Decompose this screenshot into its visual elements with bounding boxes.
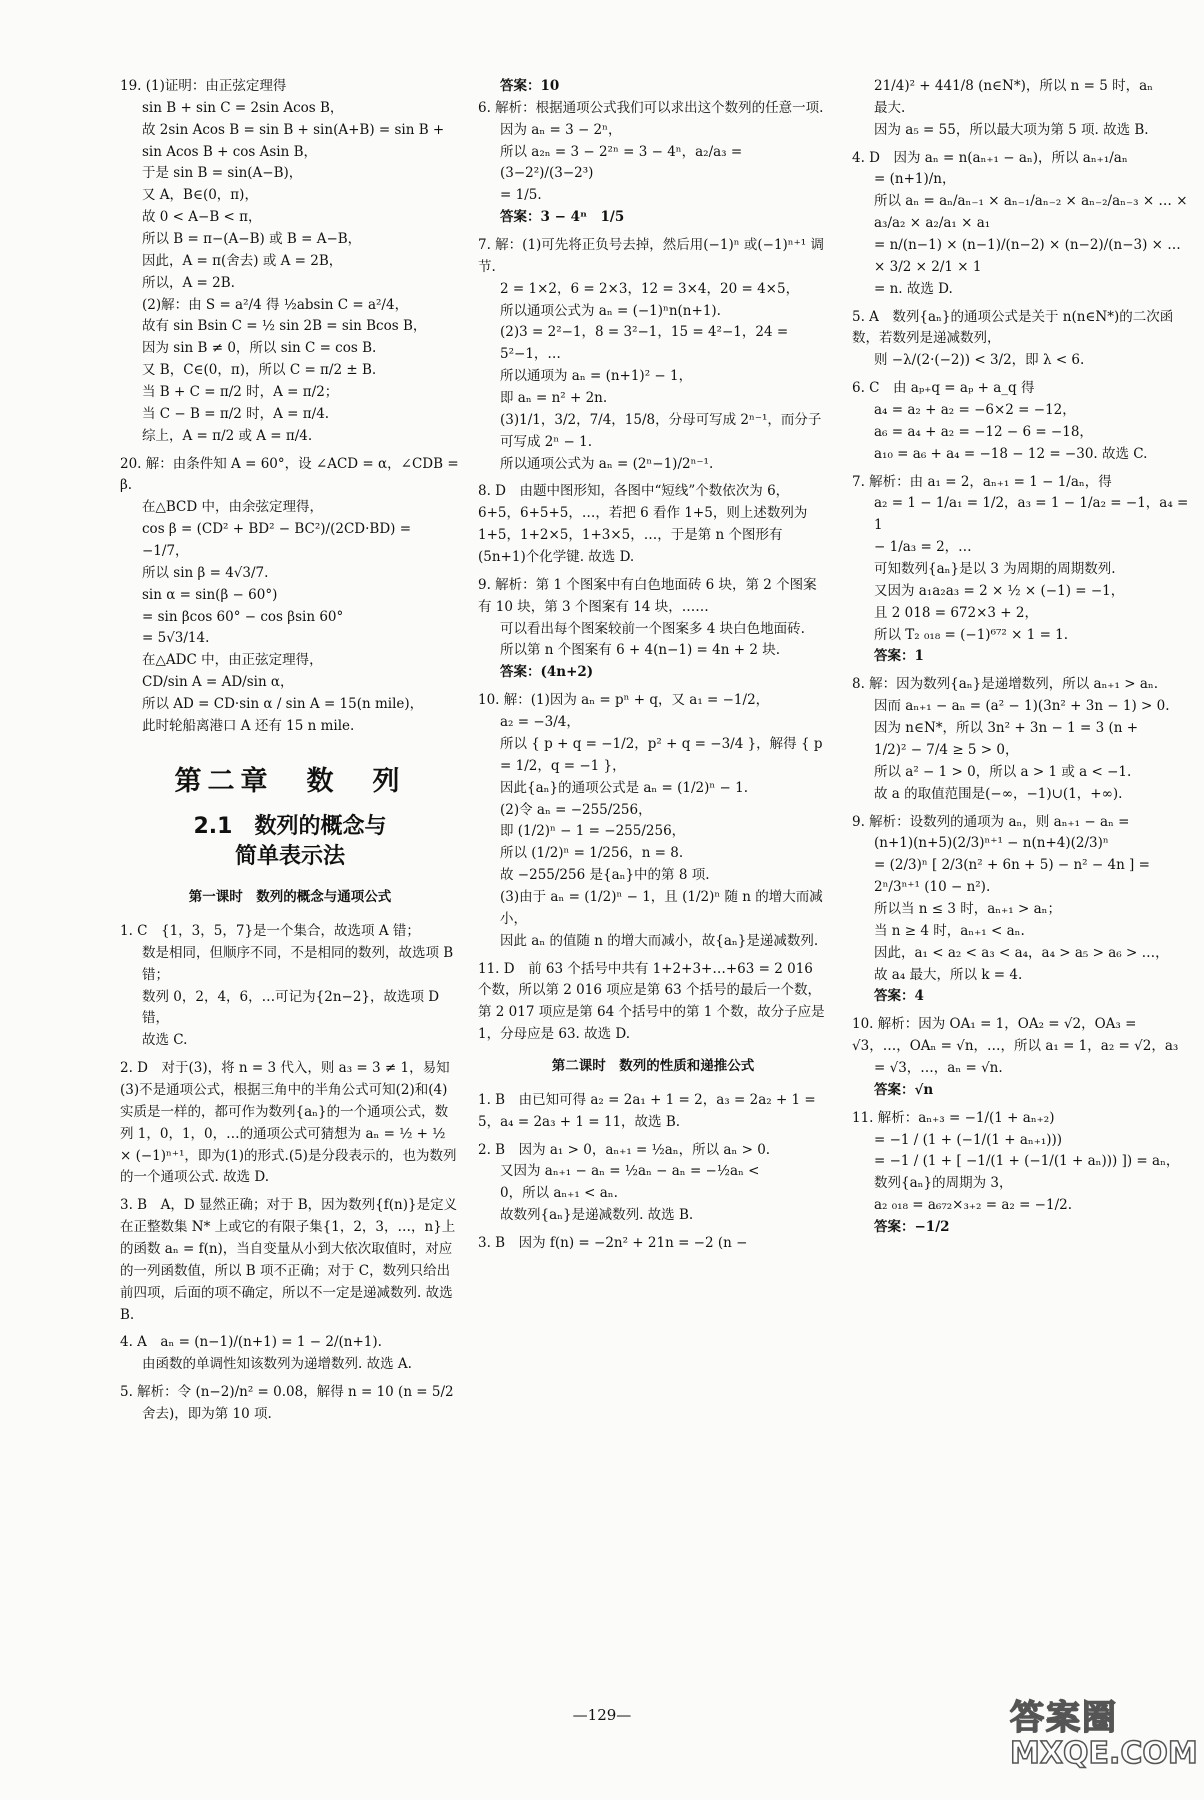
text-line: = n/(n−1) × (n−1)/(n−2) × (n−2)/(n−3) × … × 3/2 × 2/1 × 1	[874, 237, 1181, 275]
column-right	[852, 76, 1192, 1245]
solution-6	[478, 98, 828, 229]
text-line: 所以通项为 aₙ = (n+1)² − 1，	[500, 368, 693, 385]
text-line: 因为 sin B ≠ 0，所以 sin C = cos B.	[142, 340, 377, 357]
text-line: 因此{aₙ}的通项公式是 aₙ = (1/2)ⁿ − 1.	[500, 779, 749, 796]
text-line: = √3，…，aₙ = √n.	[874, 1059, 1003, 1076]
text-line: 所以 a² − 1 > 0，所以 a > 1 或 a < −1.	[874, 763, 1132, 780]
text-line: 即 (1/2)ⁿ − 1 = −255/256，	[500, 823, 686, 840]
text-line: 又因为 a₁a₂a₃ = 2 × ½ × (−1) = −1，	[874, 582, 1125, 599]
text-line: 2 = 1×2，6 = 2×3，12 = 3×4，20 = 4×5，	[500, 280, 800, 297]
text-line: = (n+1)/n，	[874, 171, 956, 188]
text-line: = 1/5.	[500, 187, 542, 204]
text-line: = n. 故选 D.	[874, 280, 953, 297]
solution-4	[852, 148, 1192, 301]
text-line: a₂ = 1 − 1/a₁ = 1/2，a₃ = 1 − 1/a₂ = −1，a₄ = 1	[874, 495, 1189, 534]
text-line: = sin βcos 60° − cos βsin 60°	[142, 608, 344, 625]
text-line: 4. A aₙ = (n−1)/(n+1) = 1 − 2/(n+1).	[120, 1334, 382, 1351]
text-line: 所以 (1/2)ⁿ = 1/256，n = 8.	[500, 845, 684, 862]
text-line: 7. 解：(1)可先将正负号去掉，然后用(−1)ⁿ 或(−1)ⁿ⁺¹ 调节.	[478, 237, 824, 275]
text-line: 因此 aₙ 的值随 n 的增大而减小，故{aₙ}是递减数列.	[500, 932, 819, 949]
text-line: a₆ = a₄ + a₂ = −12 − 6 = −18，	[874, 423, 1093, 440]
solution-3-continued	[852, 76, 1192, 142]
text-line: 所以，A = 2B.	[142, 274, 235, 291]
text-line: sin α = sin(β − 60°)	[142, 586, 278, 603]
text-line: 且 2 018 = 672×3 + 2，	[874, 604, 1038, 621]
watermark-text: 答案圈	[1010, 1698, 1118, 1738]
text-line: 1/2)² − 7/4 ≥ 5 > 0，	[874, 741, 1019, 758]
solution-7	[478, 235, 828, 475]
text-line: 因此，a₁ < a₂ < a₃ < a₄，a₄ > a₅ > a₆ > …，	[874, 944, 1169, 961]
text-line: 所以 B = π−(A−B) 或 B = A−B，	[142, 231, 362, 248]
text-line: 数列{aₙ}的周期为 3，	[874, 1175, 1013, 1192]
solution-5	[852, 307, 1192, 373]
text-line: 5. 解析：令 (n−2)/n² = 0.08，解得 n = 10 (n = 5/2	[120, 1384, 454, 1401]
text-line: 又 B，C∈(0，π)，所以 C = π/2 ± B.	[142, 362, 377, 379]
section-title-line: 简单表示法	[234, 844, 345, 870]
lesson-title: 第二课时 数列的性质和递推公式	[551, 1057, 755, 1074]
watermark-url: MXQE.COM	[1010, 1736, 1198, 1772]
text-line: 故 a₄ 最大，所以 k = 4.	[874, 966, 1023, 983]
answer-line: 答案：4	[874, 988, 924, 1005]
text-line: a₂ = −3/4，	[500, 714, 580, 731]
answer-line: 答案：−1/2	[874, 1218, 950, 1235]
column-left	[120, 76, 460, 1432]
text-line: 10. 解：(1)因为 aₙ = pⁿ + q，又 a₁ = −1/2，	[478, 692, 770, 709]
solution-10	[478, 690, 828, 952]
text-line: (3)1/1，3/2，7/4，15/8，分母可写成 2ⁿ⁻¹，而分子可写成 2ⁿ − 1.	[500, 411, 822, 450]
text-line: 于是 sin B = sin(A−B)，	[142, 165, 303, 182]
text-line: 3. B A，D 显然正确；对于 B，因为数列{f(n)}是定义在正整数集 N* 上或它的有限子集{1，2，3，…，n}上的函数 aₙ = f(n)，当自变量从小到大依次取值时，对应的一列函数值，所以 B 项不正确；对于 C，数列只给出前四项，后面的项不确定，所以不一定是递减数列. 故选 B.	[120, 1197, 458, 1323]
text-line: 所以 sin β = 4√3/7.	[142, 564, 269, 581]
text-line: 11. D 前 63 个括号中共有 1+2+3+…+63 = 2 016 个数，所以第 2 016 项应是第 63 个括号的最后一个数，第 2 017 项应是第 64 个括号中的第 1 个数，故分子应是 1，分母应是 63. 故选 D.	[478, 960, 825, 1043]
text-line: 则 −λ/(2·(−2)) < 3/2，即 λ < 6.	[874, 352, 1085, 369]
text-line: 所以 { p + q = −1/2，p² + q = −3/4 }，解得 { p = 1/2，q = −1 }，	[500, 735, 823, 774]
text-line: 9. 解析：第 1 个图案中有白色地面砖 6 块，第 2 个图案有 10 块，第 3 个图案有 14 块，……	[478, 576, 817, 615]
text-line: 2. D 对于(3)，将 n = 3 代入，则 a₃ = 3 ≠ 1，易知(3)不是通项公式，根据三角中的半角公式可知(2)和(4)实质是一样的，都可作为数列{aₙ}的一个通项公式，数列 1，0，1，0，…的通项公式可猜想为 aₙ = ½ + ½ × (−1)ⁿ⁺¹，即为(1)的形式.(5)是分段表示的，也为数列的一个通项公式. 故选 D.	[120, 1060, 457, 1186]
lesson-title: 第一课时 数列的概念与通项公式	[188, 889, 392, 906]
text-line: 因为 aₙ = 3 − 2ⁿ，	[500, 121, 622, 138]
text-line: 即 aₙ = n² + 2n.	[500, 390, 608, 407]
text-line: (2)令 aₙ = −255/256，	[500, 801, 652, 818]
text-line: 综上，A = π/2 或 A = π/4.	[142, 427, 313, 444]
text-line: 舍去)，即为第 10 项.	[142, 1406, 272, 1423]
answer-line: 答案：(4n+2)	[500, 664, 594, 681]
text-line: 1. B 由已知可得 a₂ = 2a₁ + 1 = 2，a₃ = 2a₂ + 1 = 5，a₄ = 2a₃ + 1 = 11，故选 B.	[478, 1091, 816, 1130]
text-line: (n+1)(n+5)(2/3)ⁿ⁺¹ − n(n+4)(2/3)ⁿ	[874, 835, 1109, 852]
text-line: 2. B 因为 a₁ > 0，aₙ₊₁ = ½aₙ，所以 aₙ > 0.	[478, 1141, 771, 1158]
text-line: 当 n ≥ 4 时，aₙ₊₁ < aₙ.	[874, 922, 1025, 939]
solution-3	[120, 1195, 460, 1326]
text-line: 21/4)² + 441/8 (n∈N*)，所以 n = 5 时，aₙ	[874, 78, 1154, 94]
text-line: 可知数列{aₙ}是以 3 为周期的周期数列.	[874, 561, 1116, 578]
answer-line: 答案：1	[874, 648, 924, 665]
solution-2	[478, 1140, 828, 1227]
solution-20	[120, 454, 460, 738]
text-line: = −1 / (1 + (−1/(1 + aₙ₊₁)))	[874, 1131, 1063, 1148]
text-line: 所以 aₙ = aₙ/aₙ₋₁ × aₙ₋₁/aₙ₋₂ × aₙ₋₂/aₙ₋₃ × … × a₃/a₂ × a₂/a₁ × a₁	[874, 193, 1188, 232]
text-line: 20. 解：由条件知 A = 60°，设 ∠ACD = α，∠CDB = β.	[120, 455, 459, 494]
text-line: 8. 解：因为数列{aₙ}是递增数列，所以 aₙ₊₁ > aₙ.	[852, 676, 1159, 693]
text-line: − 1/a₃ = 2，…	[874, 539, 972, 556]
solution-9	[478, 575, 828, 684]
text-line: 6. C 由 aₚ₊q = aₚ + a_q 得	[852, 380, 1035, 397]
answer-line: 答案：√n	[874, 1081, 934, 1098]
text-line: = 5√3/14.	[142, 630, 210, 647]
text-line: (2)解：由 S = a²/4 得 ½absin C = a²/4，	[142, 296, 409, 313]
solution-19	[120, 76, 460, 448]
text-line: (2)3 = 2²−1，8 = 3²−1，15 = 4²−1，24 = 5²−1，…	[500, 324, 789, 363]
text-line: 所以 AD = CD·sin α / sin A = 15(n mile)，	[142, 696, 424, 713]
text-line: 故选 C.	[142, 1032, 188, 1049]
text-line: 因此，A = π(舍去) 或 A = 2B，	[142, 252, 343, 269]
solution-8	[852, 674, 1192, 805]
solution-9	[852, 812, 1192, 1009]
solution-1	[120, 921, 460, 1052]
text-line: 此时轮船离港口 A 还有 15 n mile.	[142, 717, 355, 734]
text-line: CD/sin A = AD/sin α，	[142, 674, 294, 691]
text-line: 所以通项公式为 aₙ = (2ⁿ−1)/2ⁿ⁻¹.	[500, 455, 714, 472]
watermark-logo	[1010, 1700, 1200, 1796]
solution-4	[120, 1332, 460, 1376]
text-line: 由函数的单调性知该数列为递增数列. 故选 A.	[142, 1356, 412, 1373]
text-line: 0，所以 aₙ₊₁ < aₙ.	[500, 1185, 618, 1202]
text-line: a₂ ₀₁₈ = a₆₇₂×₃₊₂ = a₂ = −1/2.	[874, 1197, 1073, 1214]
text-line: 4. D 因为 aₙ = n(aₙ₊₁ − aₙ)，所以 aₙ₊₁/aₙ	[852, 149, 1128, 166]
text-line: 可以看出每个图案较前一个图案多 4 块白色地面砖.	[500, 620, 805, 637]
text-line: a₄ = a₂ + a₂ = −6×2 = −12，	[874, 402, 1076, 419]
solution-11	[852, 1108, 1192, 1239]
text-line: 最大.	[874, 99, 906, 116]
chapter-title: 第二章 数 列	[174, 765, 406, 797]
text-line: 所以第 n 个图案有 6 + 4(n−1) = 4n + 2 块.	[500, 642, 781, 659]
text-line: sin B + sin C = 2sin Acos B，	[142, 99, 344, 116]
page-number: —129—	[572, 1706, 632, 1724]
solution-3	[478, 1233, 828, 1255]
text-line: 2ⁿ/3ⁿ⁺¹ (10 − n²).	[874, 879, 991, 896]
solution-11	[478, 959, 828, 1046]
text-line: 故 2sin Acos B = sin B + sin(A+B) = sin B + sin Acos B + cos Asin B，	[142, 121, 445, 160]
text-line: 5. A 数列{aₙ}的通项公式是关于 n(n∈N*)的二次函数，若数列是递减数列，	[852, 308, 1174, 347]
text-line: 故 0 < A−B < π，	[142, 209, 262, 226]
text-line: 因而 aₙ₊₁ − aₙ = (a² − 1)(3n² + 3n − 1) > 0.	[874, 698, 1170, 715]
text-line: 所以 T₂ ₀₁₈ = (−1)⁶⁷² × 1 = 1.	[874, 626, 1069, 643]
answer-line: 答案：10	[500, 78, 560, 94]
text-line: 因为 a₅ = 55，所以最大项为第 5 项. 故选 B.	[874, 121, 1149, 138]
text-line: 故有 sin Bsin C = ½ sin 2B = sin Bcos B，	[142, 318, 427, 335]
text-line: 在△ADC 中，由正弦定理得，	[142, 652, 323, 669]
text-line: 当 C − B = π/2 时，A = π/4.	[142, 405, 330, 422]
text-line: 故 −255/256 是{aₙ}中的第 8 项.	[500, 867, 710, 884]
text-line: 所以 a₂ₙ = 3 − 2²ⁿ = 3 − 4ⁿ，a₂/a₃ = (3−2²)/(3−2³)	[500, 143, 743, 182]
text-line: 数是相同，但顺序不同，不是相同的数列，故选项 B 错；	[142, 944, 454, 983]
text-line: 在△BCD 中，由余弦定理得，	[142, 499, 323, 516]
text-line: 所以当 n ≤ 3 时，aₙ₊₁ > aₙ；	[874, 900, 1061, 917]
section-title-line: 2.1 数列的概念与	[193, 813, 387, 839]
text-line: 因为 n∈N*，所以 3n² + 3n − 1 = 3 (n +	[874, 720, 1139, 737]
text-line: 故 a 的取值范围是(−∞，−1)∪(1，+∞).	[874, 785, 1123, 802]
solution-8	[478, 481, 828, 568]
text-line: = −1 / (1 + [ −1/(1 + (−1/(1 + aₙ))) ]) = aₙ，	[874, 1153, 1180, 1170]
text-line: 1. C {1，3，5，7}是一个集合，故选项 A 错；	[120, 922, 420, 939]
text-line: 3. B 因为 f(n) = −2n² + 21n = −2 (n −	[478, 1234, 748, 1251]
solution-2	[120, 1058, 460, 1189]
text-line: 9. 解析：设数列的通项为 aₙ，则 aₙ₊₁ − aₙ =	[852, 813, 1130, 830]
section-title	[120, 812, 460, 874]
text-line: = (2/3)ⁿ [ 2/3(n² + 6n + 5) − n² − 4n ] =	[874, 857, 1150, 874]
text-line: 7. 解析：由 a₁ = 2，aₙ₊₁ = 1 − 1/aₙ，得	[852, 473, 1112, 490]
solution-7	[852, 472, 1192, 669]
text-line: 11. 解析：aₙ₊₃ = −1/(1 + aₙ₊₂)	[852, 1109, 1055, 1126]
text-line: 所以通项公式为 aₙ = (−1)ⁿn(n+1).	[500, 302, 721, 319]
answer-line: 答案：3 − 4ⁿ 1/5	[500, 209, 625, 226]
text-line: 又 A，B∈(0，π)，	[142, 187, 258, 204]
solution-1	[478, 1090, 828, 1134]
text-line: 6. 解析：根据通项公式我们可以求出这个数列的任意一项.	[478, 99, 824, 116]
text-line: 8. D 由题中图形知，各图中“短线”个数依次为 6，6+5，6+5+5，…，若把 6 看作 1+5，则上述数列为 1+5，1+2×5，1+3×5，…，于是第 n 个图形有(5n+1)个化学键. 故选 D.	[478, 483, 808, 566]
text-line: 19. (1)证明：由正弦定理得	[120, 78, 287, 94]
text-line: 数列 0，2，4，6，…可记为{2n−2}，故选项 D 错，	[142, 988, 440, 1027]
column-middle	[478, 76, 828, 1261]
solution-10	[852, 1014, 1192, 1101]
text-line: (3)由于 aₙ = (1/2)ⁿ − 1，且 (1/2)ⁿ 随 n 的增大而减小，	[500, 888, 823, 927]
text-line: a₁₀ = a₆ + a₄ = −18 − 12 = −30. 故选 C.	[874, 445, 1148, 462]
text-line: 故数列{aₙ}是递减数列. 故选 B.	[500, 1207, 694, 1224]
text-line: cos β = (CD² + BD² − BC²)/(2CD·BD) = −1/7，	[142, 521, 412, 560]
solution-6	[852, 378, 1192, 465]
text-line: 当 B + C = π/2 时，A = π/2；	[142, 384, 339, 401]
text-line: 10. 解析：因为 OA₁ = 1，OA₂ = √2，OA₃ = √3，…，OAₙ = √n，…，所以 a₁ = 1，a₂ = √2，a₃	[852, 1016, 1179, 1055]
text-line: 又因为 aₙ₊₁ − aₙ = ½aₙ − aₙ = −½aₙ <	[500, 1163, 760, 1180]
solution-5	[120, 1382, 460, 1426]
